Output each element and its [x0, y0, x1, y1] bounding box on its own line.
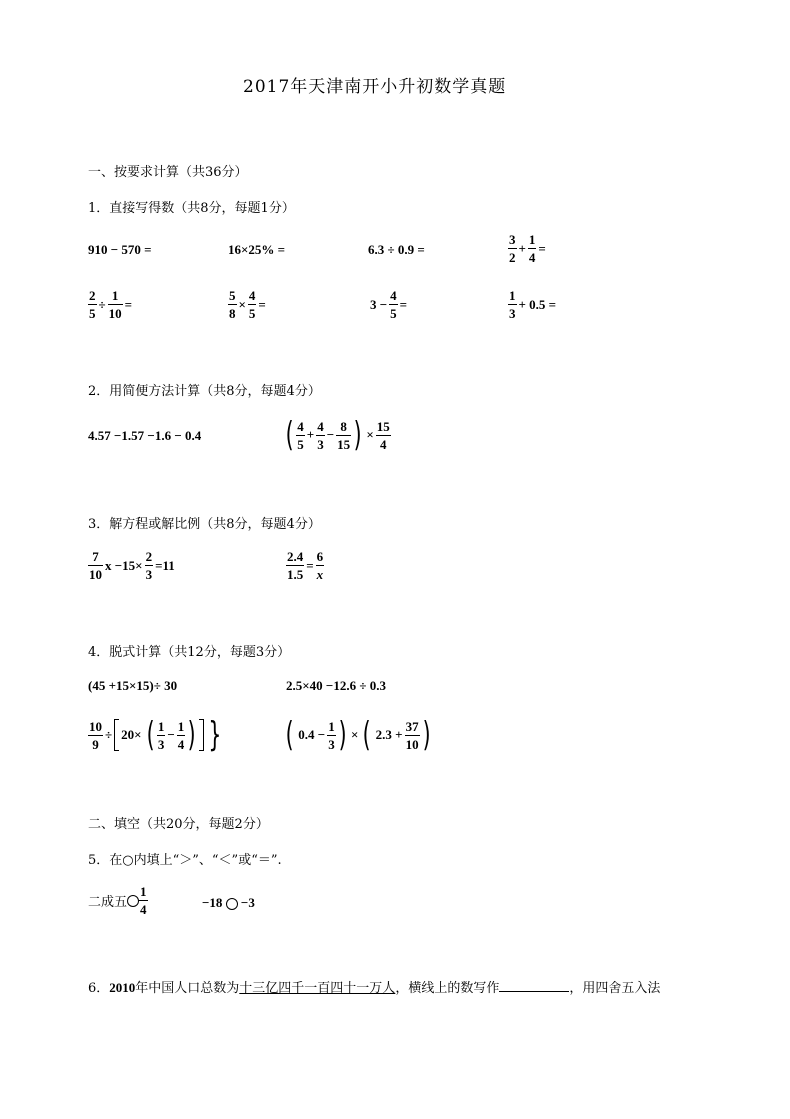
- q1-item-7: 3 − $\frac{4}{5}$ =: [370, 288, 408, 321]
- q4-expr-1: (45 +15×15)÷ 30: [88, 678, 178, 693]
- q4-label: 4．脱式计算（共12分，每题3分）: [88, 645, 291, 660]
- q3-equation-2: $\frac{2.4}{1.5}$ = $\frac{6}{x}$: [287, 549, 324, 582]
- q6-text: 6．2010年中国人口总数为十三亿四千一百四十一万人，横线上的数写作 ，用四舍五入法: [88, 980, 661, 996]
- compare-circle[interactable]: [226, 898, 238, 910]
- q4-expr-2: 2.5×40 −12.6 ÷ 0.3: [286, 678, 386, 693]
- answer-blank[interactable]: [499, 979, 569, 992]
- section-2-heading: 二、填空（共20分，每题2分）: [88, 817, 269, 832]
- q2-expr-2: ( $\frac{4}{5}$ + $\frac{4}{3}$ − $\frac{8}{15}$ ) × $\frac{15}{4}$: [285, 415, 390, 455]
- section-1-heading: 一、按要求计算（共36分）: [88, 165, 248, 180]
- q2-expr-1: 4.57 −1.57 −1.6 − 0.4: [88, 428, 202, 443]
- q1-item-2: 16×25% =: [228, 242, 286, 257]
- q1-item-8: $\frac{1}{3}$ + 0.5 =: [509, 288, 557, 321]
- q5-item-2: −18 −3: [202, 895, 255, 910]
- q4-expr-3: $\frac{10}{9}$ ÷ 20× ( $\frac{1}{3}$ − $\frac{1}{4}$ ) }: [89, 715, 221, 755]
- page-title: 2017年天津南开小升初数学真题: [243, 77, 507, 97]
- q1-item-5: $\frac{2}{5}$ ÷ $\frac{1}{10}$ =: [89, 288, 133, 321]
- q1-item-1: 910 − 570 =: [88, 242, 152, 257]
- q3-equation-1: $\frac{7}{10}$ x −15× $\frac{2}{3}$ =11: [89, 549, 175, 582]
- q1-item-3: 6.3 ÷ 0.9 =: [368, 242, 425, 257]
- q3-label: 3．解方程或解比例（共8分，每题4分）: [88, 517, 321, 532]
- q1-item-6: $\frac{5}{8}$ × $\frac{4}{5}$ =: [229, 288, 266, 321]
- q5-item-1: 二成五 $\frac{1}{4}$: [88, 884, 147, 917]
- q4-expr-4: ( 0.4 − $\frac{1}{3}$ ) × ( 2.3 + $\frac{37}{10}$ ): [285, 715, 431, 755]
- q1-label: 1．直接写得数（共8分，每题1分）: [88, 201, 295, 216]
- q5-label: 5．在○内填上“＞”、“＜”或“＝”.: [88, 853, 282, 868]
- q2-label: 2．用简便方法计算（共8分，每题4分）: [88, 384, 321, 399]
- q1-item-4: $\frac{3}{2}$ + $\frac{1}{4}$ =: [509, 232, 546, 265]
- compare-circle[interactable]: [127, 895, 139, 907]
